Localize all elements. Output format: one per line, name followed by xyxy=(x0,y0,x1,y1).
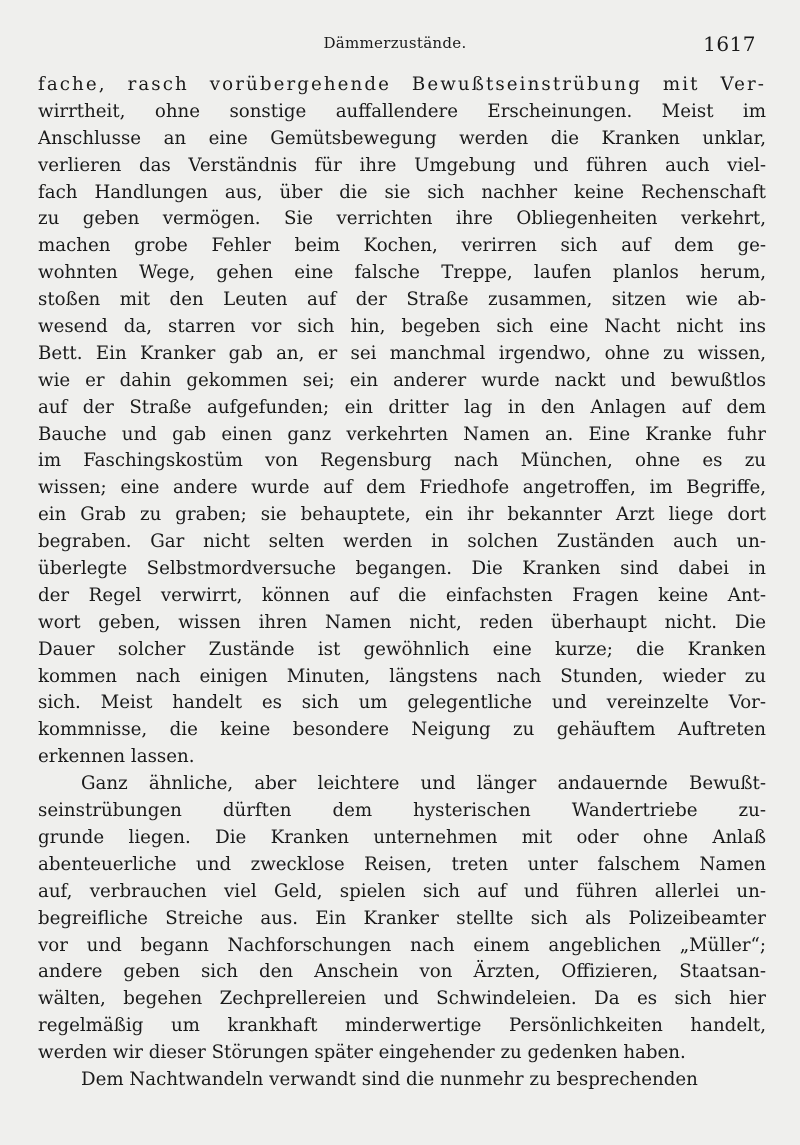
text-line: vor und begann Nachforschungen nach einem angeblichen „Müller“; xyxy=(38,934,766,956)
text-line: begreifliche Streiche aus. Ein Kranker stellte sich als Polizeibeamter xyxy=(38,907,766,929)
text-line: seinstrübungen dürften dem hysterischen Wandertriebe zu- xyxy=(38,800,766,822)
text-line: wesend da, starren vor sich hin, begeben sich eine Nacht nicht ins xyxy=(38,316,766,338)
text-line: andere geben sich den Anschein von Ärzten, Offizieren, Staatsan- xyxy=(38,961,766,983)
text-line: wirrtheit, ohne sonstige auffallendere Erscheinungen. Meist im xyxy=(38,100,766,122)
text-line: machen grobe Fehler beim Kochen, verirren sich auf dem ge- xyxy=(38,235,766,257)
text-line: wohnten Wege, gehen eine falsche Treppe, laufen planlos herum, xyxy=(38,262,766,284)
text-line: im Faschingskostüm von Regensburg nach München, ohne es zu xyxy=(38,450,766,472)
text-line: grunde liegen. Die Kranken unternehmen mit oder ohne Anlaß xyxy=(38,826,766,848)
text-line: verlieren das Verständnis für ihre Umgebung und führen auch viel- xyxy=(38,154,766,176)
text-line: kommen nach einigen Minuten, längstens nach Stunden, wieder zu xyxy=(38,665,766,687)
text-line: wälten, begehen Zechprellereien und Schwindeleien. Da es sich hier xyxy=(38,988,766,1010)
text-line: regelmäßig um krankhaft minderwertige Persönlichkeiten handelt, xyxy=(38,1015,766,1037)
text-line: Ganz ähnliche, aber leichtere und länger andauernde Bewußt- xyxy=(81,773,766,795)
text-line: Anschlusse an eine Gemütsbewegung werden die Kranken unklar, xyxy=(38,127,766,149)
text-line: erkennen lassen. xyxy=(38,746,195,768)
text-line: wissen; eine andere wurde auf dem Friedhofe angetroffen, im Begriffe, xyxy=(38,477,766,499)
text-line: auf der Straße aufgefunden; ein dritter lag in den Anlagen auf dem xyxy=(38,396,766,418)
text-line: werden wir dieser Störungen später eingehender zu gedenken haben. xyxy=(38,1042,686,1064)
text-line: Dem Nachtwandeln verwandt sind die nunmehr zu besprechenden xyxy=(81,1068,698,1090)
text-line: der Regel verwirrt, können auf die einfachsten Fragen keine Ant- xyxy=(38,584,766,606)
text-line: sich. Meist handelt es sich um gelegentliche und vereinzelte Vor- xyxy=(38,692,766,714)
text-line: abenteuerliche und zwecklose Reisen, treten unter falschem Namen xyxy=(38,853,766,875)
text-line: stoßen mit den Leuten auf der Straße zusammen, sitzen wie ab- xyxy=(38,289,766,311)
text-line: wort geben, wissen ihren Namen nicht, reden überhaupt nicht. Die xyxy=(38,611,766,633)
text-line: auf, verbrauchen viel Geld, spielen sich auf und führen allerlei un- xyxy=(38,880,766,902)
text-line: kommnisse, die keine besondere Neigung zu gehäuftem Auftreten xyxy=(38,719,766,741)
text-line: Bett. Ein Kranker gab an, er sei manchmal irgendwo, ohne zu wissen, xyxy=(38,342,766,364)
text-line: fache, rasch vorübergehende Bewußtseinstrübung mit Ver- xyxy=(38,74,766,95)
text-line: fach Handlungen aus, über die sie sich nachher keine Rechenschaft xyxy=(38,181,766,203)
running-title: Dämmerzustände. xyxy=(323,34,467,52)
text-line: überlegte Selbstmordversuche begangen. Die Kranken sind dabei in xyxy=(38,558,766,580)
page-number: 1617 xyxy=(703,32,756,56)
text-line: wie er dahin gekommen sei; ein anderer wurde nackt und bewußtlos xyxy=(38,369,766,391)
text-line: Dauer solcher Zustände ist gewöhnlich eine kurze; die Kranken xyxy=(38,638,766,660)
text-line: Bauche und gab einen ganz verkehrten Namen an. Eine Kranke fuhr xyxy=(38,423,766,445)
text-line: begraben. Gar nicht selten werden in solchen Zuständen auch un- xyxy=(38,531,766,553)
body-text xyxy=(38,72,766,1094)
text-line: zu geben vermögen. Sie verrichten ihre Obliegenheiten verkehrt, xyxy=(38,208,766,230)
running-head xyxy=(0,32,800,56)
text-line: ein Grab zu graben; sie behauptete, ein ihr bekannter Arzt liege dort xyxy=(38,504,766,526)
